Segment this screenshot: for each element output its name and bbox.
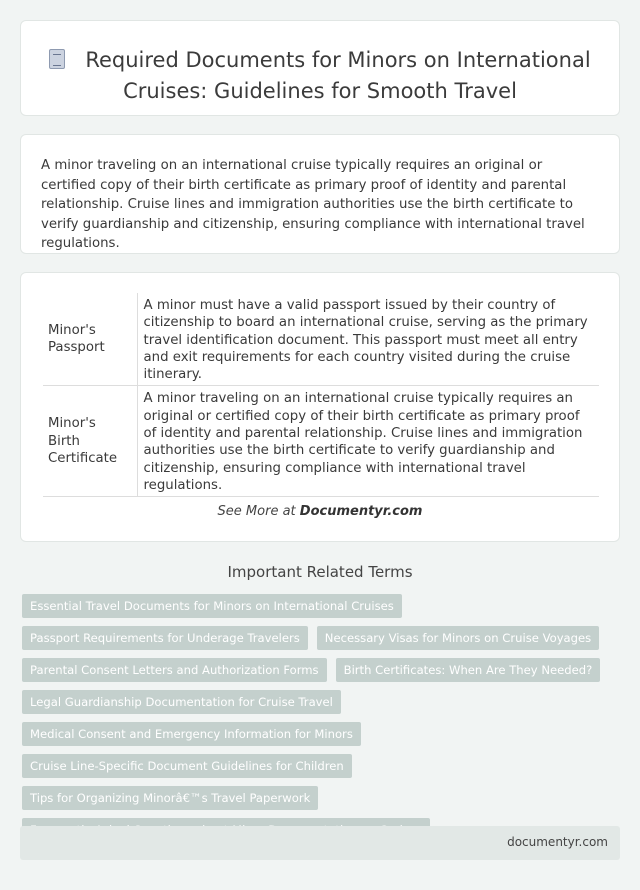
title-card [20,20,620,116]
document-term: Minor's Birth Certificate [43,386,137,497]
related-term-tag[interactable]: Legal Guardianship Documentation for Cruise Travel [22,690,341,714]
intro-card [20,134,620,254]
related-term-tag[interactable]: Medical Consent and Emergency Information for Minors [22,722,361,746]
related-term-tag[interactable]: Passport Requirements for Underage Travelers [22,626,308,650]
related-terms-heading: Important Related Terms [227,563,413,581]
see-more-site[interactable]: Documentyr.com [299,504,423,519]
see-more-link[interactable] [21,504,619,519]
document-description: A minor traveling on an international cruise typically requires an original or certified copy of their birth certificate as primary proof of identity and parental relationship. Cruise lines and immigration authorities use the birth certificate to verify guardianship and citizenship, ensuring compliance with international travel regulations. [137,386,599,497]
page-title [41,45,599,107]
documents-card [20,272,620,542]
footer-site-link[interactable]: documentyr.com [507,835,608,849]
related-terms-list [22,594,622,842]
related-term-tag[interactable]: Cruise Line-Specific Document Guidelines for Children [22,754,352,778]
intro-paragraph: A minor traveling on an international cruise typically requires an original or certified copy of their birth certificate as primary proof of identity and parental relationship. Cruise lines and immigration authorities use the birth certificate to verify guardianship and citizenship, ensuring compliance with international travel regulations. [41,158,585,251]
table-row [43,386,599,497]
document-icon [49,49,65,69]
related-term-tag[interactable]: Necessary Visas for Minors on Cruise Voyages [317,626,599,650]
related-term-tag[interactable]: Birth Certificates: When Are They Needed? [336,658,601,682]
see-more-prefix: See More at [217,504,296,519]
documents-table [43,293,599,497]
related-term-tag[interactable]: Parental Consent Letters and Authorization Forms [22,658,327,682]
page-title-text: Required Documents for Minors on International Cruises: Guidelines for Smooth Travel [85,48,591,103]
footer [20,826,620,860]
document-description: A minor must have a valid passport issued by their country of citizenship to board an international cruise, serving as the primary travel identification document. This passport must meet all entry and exit requirements for each country visited during the cruise itinerary. [137,293,599,386]
related-term-tag[interactable]: Essential Travel Documents for Minors on International Cruises [22,594,402,618]
table-row [43,293,599,386]
related-term-tag[interactable]: Tips for Organizing Minorâ€™s Travel Paperwork [22,786,318,810]
document-term: Minor's Passport [43,293,137,386]
